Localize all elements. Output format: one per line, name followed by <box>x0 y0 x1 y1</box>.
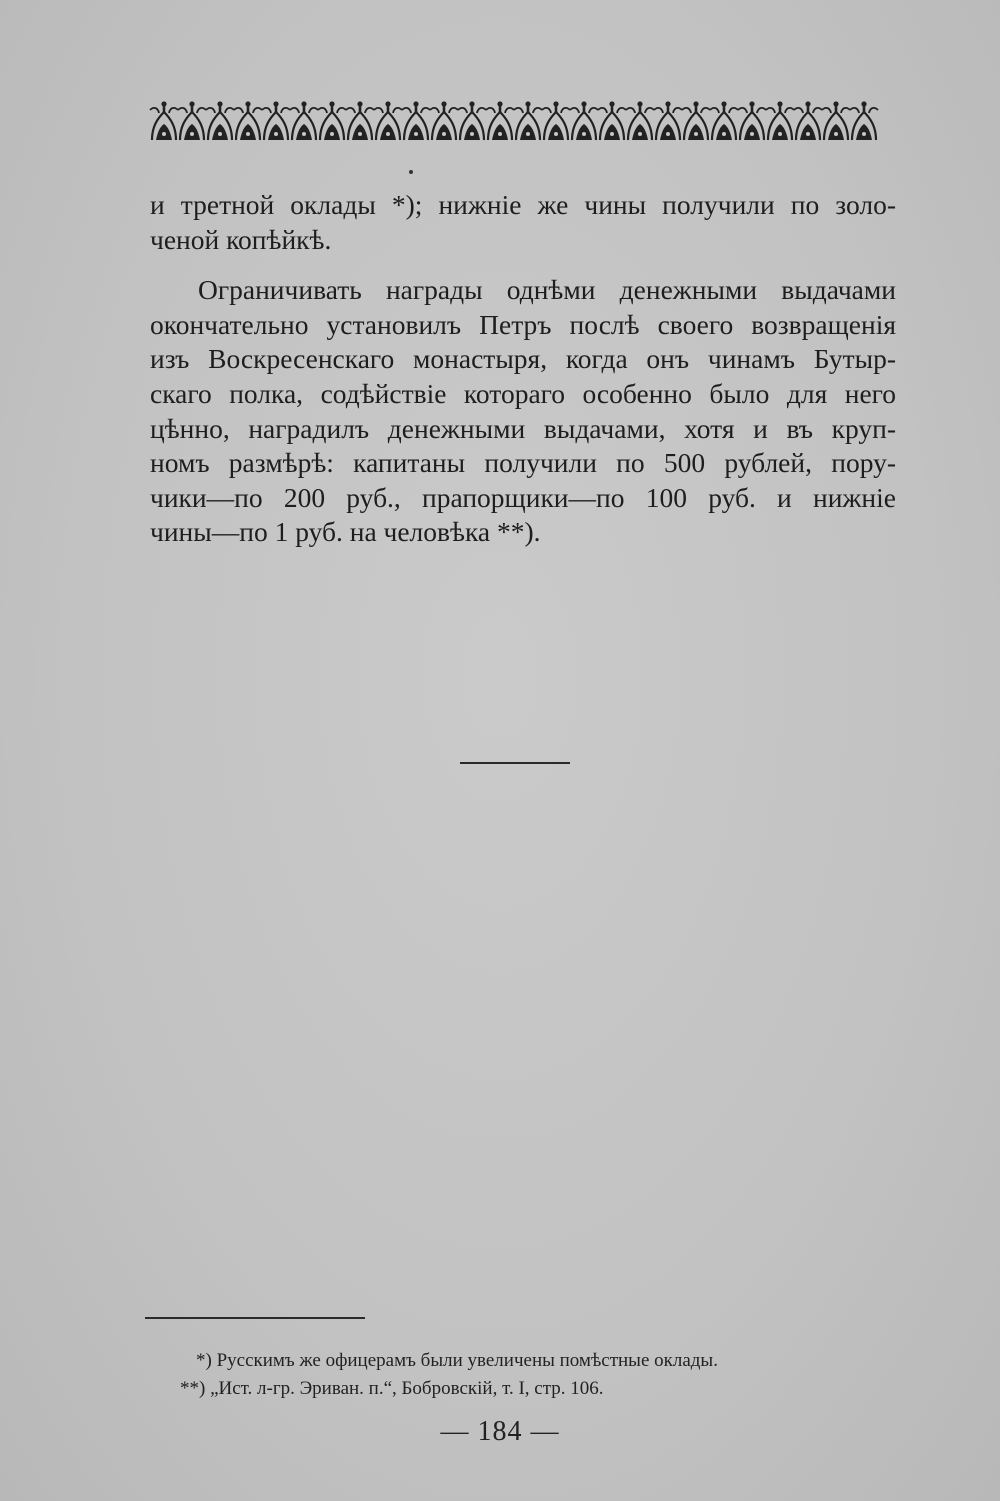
text-line: окончательно установилъ Петръ послѣ своего возвращенія <box>150 308 896 340</box>
page-number: — 184 — <box>440 1416 560 1447</box>
text-line: Ограничивать награды однѣми денежными выдачами <box>198 274 896 306</box>
decorative-header-ornament-icon <box>148 100 900 142</box>
footnote-separator-rule <box>145 1317 365 1319</box>
text-line: чины—по 1 руб. на человѣка **). <box>150 516 541 548</box>
text-line: изъ Воскресенскаго монастыря, когда онъ чинамъ Бутыр- <box>150 343 896 375</box>
text-line: цѣнно, наградилъ денежными выдачами, хотя и въ круп- <box>150 412 896 444</box>
text-line: и третной оклады *); нижніе же чины получили по золо- <box>150 189 896 220</box>
section-end-rule <box>460 762 570 764</box>
footnote-1: *) Русскимъ же офицерамъ были увеличены помѣстные оклады. <box>196 1350 718 1371</box>
footnote-2: **) „Ист. л-гр. Эриван. п.“, Бобровскій, т. I, стр. 106. <box>180 1378 604 1399</box>
text-line: номъ размѣрѣ: капитаны получили по 500 рублей, пору- <box>150 447 896 479</box>
text-line: чики—по 200 руб., прапорщики—по 100 руб. и нижніе <box>150 481 896 513</box>
footnotes-block <box>180 1347 900 1403</box>
ink-speck <box>409 170 413 174</box>
text-line: ченой копѣйкѣ. <box>150 223 332 255</box>
paragraph-gap <box>150 257 896 273</box>
main-text-block <box>150 188 896 550</box>
text-line: скаго полка, содѣйствіе котораго особенно было для него <box>150 377 896 409</box>
